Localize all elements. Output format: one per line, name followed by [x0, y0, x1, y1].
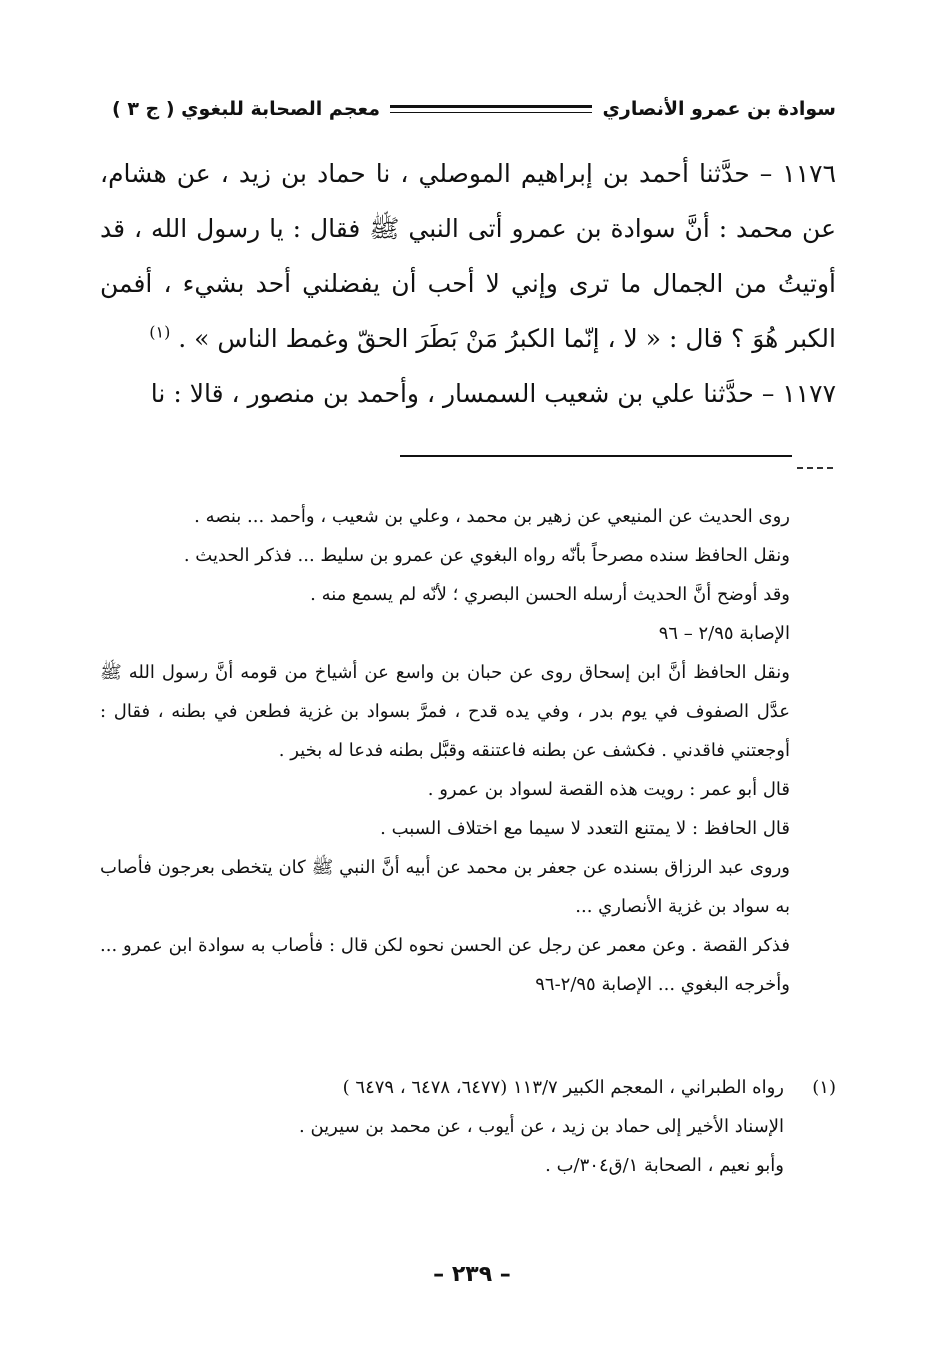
hadith-1177: ١١٧٧ – حدَّثنا علي بن شعيب السمسار ، وأحمد بن منصور ، قالا : نا [150, 379, 836, 408]
note-line: فذكر القصة . وعن معمر عن رجل عن الحسن نحوه لكن قال : فأصاب به سوادة ابن عمرو ... وأخرجه البغوي ... الإصابة ٢/٩٥-٩٦ [100, 935, 790, 995]
hadith-1176-text: ١١٧٦ – حدَّثنا أحمد بن إبراهيم الموصلي ، نا حماد بن زيد ، عن هشام، عن محمد : أنَّ سوادة بن عمرو أتى النبي ﷺ فقال : يا رسول الله ، قد أوتيتُ من الجمال ما ترى وإني لا أحب أن يفضلني أحد بشيء ، أفمن الكبر هُوَ ؟ قال : « لا ، إنّما الكبرُ مَنْ بَطَرَ الحقّ وغمط الناس » . [100, 159, 836, 353]
book-title: معجم الصحابة للبغوي ( ج ٣ ) [112, 98, 381, 120]
footnote-number: (١) [812, 1077, 836, 1098]
separator-mark [797, 467, 833, 469]
entry-title: سوادة بن عمرو الأنصاري [602, 98, 836, 120]
commentary-notes [100, 497, 790, 1004]
footnote-line: وأبو نعيم ، الصحابة ١/ق٣٠٤/ب . [545, 1155, 784, 1176]
note-line: قال أبو عمر : رويت هذه القصة لسواد بن عمرو . [427, 779, 790, 800]
footnote-separator [400, 455, 792, 457]
note-line: وقد أوضح أنَّ الحديث أرسله الحسن البصري ؛ لأنّه لم يسمع منه . [310, 584, 790, 605]
main-text [100, 146, 836, 421]
note-line: وروى عبد الرزاق بسنده عن جعفر بن محمد عن أبيه أنَّ النبي ﷺ كان يتخطى بعرجون فأصاب به سواد بن غزية الأنصاري ... [100, 857, 790, 917]
running-header [112, 92, 836, 126]
note-line: قال الحافظ : لا يمتنع التعدد لا سيما مع اختلاف السبب . [380, 818, 790, 839]
footnote-line: الإسناد الأخير إلى حماد بن زيد ، عن أيوب ، عن محمد بن سيرين . [299, 1116, 784, 1137]
page-number: – ٢٣٩ – [433, 1262, 511, 1287]
footnote-reference: (١) [149, 322, 171, 342]
footnote-lines [100, 1068, 784, 1185]
note-line: ونقل الحافظ أنَّ ابن إسحاق روى عن حبان بن واسع عن أشياخ من قومه أنَّ رسول الله ﷺ عدَّل الصفوف في يوم بدر ، وفي يده قدح ، فمرَّ بسواد بن غزية فطعن في بطنه ، فقال : أوجعتني فاقدني . فكشف عن بطنه فاعتنقه وقبَّل بطنه فدعا له بخير . [100, 662, 790, 761]
hadith-1176 [100, 146, 836, 366]
footnote-1 [100, 1068, 836, 1185]
note-line: الإصابة ٢/٩٥ – ٩٦ [658, 623, 790, 644]
footnote-line: رواه الطبراني ، المعجم الكبير ١١٣/٧ (٦٤٧٧، ٦٤٧٨ ، ٦٤٧٩ ) [342, 1077, 784, 1098]
note-line: روى الحديث عن المنيعي عن زهير بن محمد ، وعلي بن شعيب ، وأحمد ... بنصه . [194, 506, 790, 527]
note-line: ونقل الحافظ سنده مصرحاً بأنّه رواه البغوي عن عمرو بن سليط ... فذكر الحديث . [183, 545, 790, 566]
header-rule [390, 105, 592, 113]
